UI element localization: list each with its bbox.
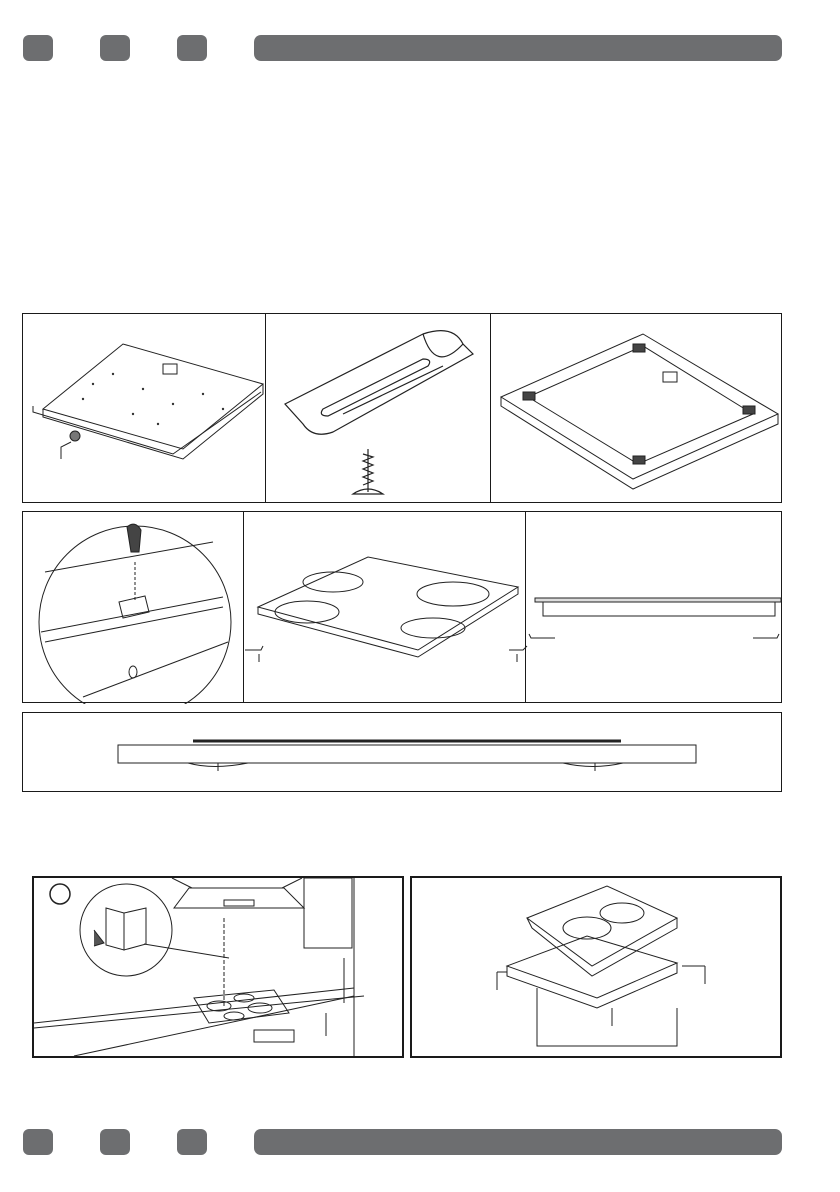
step-marker — [50, 884, 70, 904]
header-bar — [254, 35, 782, 61]
bracket-icon — [753, 634, 779, 638]
hob-with-brackets-figure — [245, 557, 527, 662]
figure-row-2 — [22, 511, 782, 703]
hob-icon — [527, 886, 677, 966]
footer-bar — [254, 1129, 782, 1155]
figure-row-1 — [22, 313, 782, 503]
cooker-hood — [174, 888, 304, 908]
bracket-icon — [529, 634, 555, 638]
screwdriver-icon — [127, 524, 141, 552]
screw-icon — [353, 449, 383, 494]
hob-in-worktop-figure — [501, 334, 778, 489]
bracket-icon — [245, 646, 263, 650]
bracket-figure — [285, 331, 473, 494]
worktop-section-illustration — [23, 713, 783, 793]
hob-icon — [194, 990, 289, 1023]
hob-icon — [528, 346, 753, 464]
header-square-2 — [100, 35, 130, 61]
bracket-detail-figure — [39, 524, 231, 704]
footer-square-1 — [23, 1129, 53, 1155]
header-square-1 — [23, 35, 53, 61]
cabinet — [537, 988, 677, 1046]
kitchen-clearances-panel — [32, 876, 404, 1058]
header-square-3 — [177, 35, 207, 61]
hob-icon — [258, 557, 518, 650]
cooking-zone — [401, 618, 465, 638]
row-2-illustrations — [23, 512, 783, 704]
bracket-icon — [285, 331, 473, 435]
kitchen-illustration — [34, 878, 402, 1056]
bracket-icon — [119, 596, 149, 618]
cutout-illustration — [412, 878, 780, 1056]
installation-cutout-panel — [410, 876, 782, 1058]
row-1-illustrations — [23, 314, 783, 504]
bracket-icon — [563, 763, 623, 767]
terminal-block — [163, 364, 177, 374]
bracket-icon — [509, 646, 527, 650]
screw-icon — [70, 431, 80, 441]
wall-cabinet — [304, 878, 352, 948]
figure-row-3 — [22, 712, 782, 792]
cutout — [507, 936, 677, 998]
cooking-zone — [417, 582, 489, 606]
worktop — [118, 745, 696, 763]
hob-underside-figure — [33, 344, 263, 459]
footer-square-2 — [100, 1129, 130, 1155]
hood-manual-icon — [80, 884, 172, 976]
hob-side-view-figure — [529, 598, 781, 638]
footer-square-3 — [177, 1129, 207, 1155]
